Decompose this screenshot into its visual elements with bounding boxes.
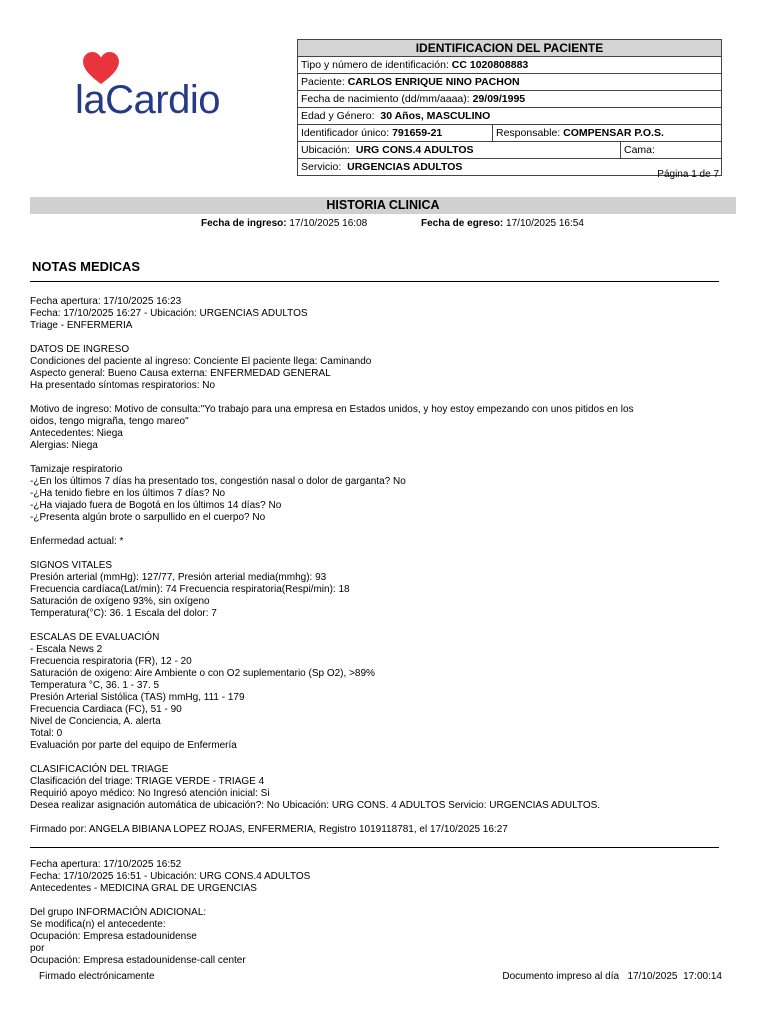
note-line: por xyxy=(30,943,45,954)
note-line: -¿Ha tenido fiebre en los últimos 7 días? No xyxy=(30,488,226,499)
lacardio-logo xyxy=(72,48,262,128)
note-line: Antecedentes - MEDICINA GRAL DE URGENCIAS xyxy=(30,883,257,894)
blank-line xyxy=(30,620,730,632)
logo-wordmark: laCardio xyxy=(75,78,220,122)
bed-cell: Cama: xyxy=(621,142,722,159)
note-line: Antecedentes: Niega xyxy=(30,428,123,439)
note-line: Triage - ENFERMERIA xyxy=(30,320,133,331)
print-timestamp: Documento impreso al día 17/10/2025 17:00:14 xyxy=(502,971,722,982)
note-line: Temperatura(°C): 36. 1 Escala del dolor: 7 xyxy=(30,608,217,619)
note-line: Evaluación por parte del equipo de Enfermería xyxy=(30,740,237,751)
discharge-date: Fecha de egreso: 17/10/2025 16:54 xyxy=(421,218,584,229)
note-line: Frecuencia respiratoria (FR), 12 - 20 xyxy=(30,656,192,667)
note-line: ESCALAS DE EVALUACIÓN xyxy=(30,632,160,643)
note-line: Nivel de Conciencia, A. alerta xyxy=(30,716,161,727)
birth-date: 29/09/1995 xyxy=(472,93,526,105)
blank-line xyxy=(30,524,730,536)
id-number: CC 1020808883 xyxy=(451,59,529,71)
triage-note xyxy=(30,296,730,836)
note-line: Fecha: 17/10/2025 16:27 - Ubicación: URGENCIAS ADULTOS xyxy=(30,308,308,319)
notas-medicas-title: NOTAS MEDICAS xyxy=(32,259,141,274)
note-line: Alergias: Niega xyxy=(30,440,98,451)
blank-line xyxy=(30,895,730,907)
blank-line xyxy=(30,752,730,764)
note-line: -¿Ha viajado fuera de Bogotá en los últimos 14 días? No xyxy=(30,500,282,511)
blank-line xyxy=(30,452,730,464)
note-line: Temperatura °C, 36. 1 - 37. 5 xyxy=(30,680,160,691)
note-line: Ha presentado síntomas respiratorios: No xyxy=(30,380,216,391)
note-line: Clasificación del triage: TRIAGE VERDE - TRIAGE 4 xyxy=(30,776,265,787)
note-line: Presión arterial (mmHg): 127/77, Presión arterial media(mmhg): 93 xyxy=(30,572,327,583)
note-line: Aspecto general: Bueno Causa externa: ENFERMEDAD GENERAL xyxy=(30,368,331,379)
responsible: COMPENSAR P.O.S. xyxy=(563,127,664,139)
blank-line xyxy=(30,812,730,824)
service: URGENCIAS ADULTOS xyxy=(347,161,463,173)
note-line: Motivo de ingreso: Motivo de consulta:"Yo trabajo para una empresa en Estados unidos, y hoy estoy empezando con unos pitidos en los xyxy=(30,404,634,415)
note-line: Tamizaje respiratorio xyxy=(30,464,123,475)
note-line: Firmado por: ANGELA BIBIANA LOPEZ ROJAS, ENFERMERIA, Registro 1019118781, el 17/10/2025 16:27 xyxy=(30,824,508,835)
note-line: Fecha: 17/10/2025 16:51 - Ubicación: URG CONS.4 ADULTOS xyxy=(30,871,311,882)
note-line: Del grupo INFORMACIÓN ADICIONAL: xyxy=(30,907,207,918)
patient-id-header: IDENTIFICACION DEL PACIENTE xyxy=(298,40,722,57)
unique-id-cell: Identificador único: 791659-21 xyxy=(298,125,493,142)
note-line: Presión Arterial Sistólica (TAS) mmHg, 111 - 179 xyxy=(30,692,245,703)
historia-clinica-title: HISTORIA CLINICA xyxy=(30,197,736,214)
responsible-cell: Responsable: COMPENSAR P.O.S. xyxy=(493,125,722,142)
patient-name: CARLOS ENRIQUE NINO PACHON xyxy=(347,76,520,88)
note-line: Desea realizar asignación automática de ubicación?: No Ubicación: URG CONS. 4 ADULTOS Servicio: URGENCIAS ADULTOS. xyxy=(30,800,601,811)
age-gender: 30 Años, MASCULINO xyxy=(380,110,491,122)
admission-date: Fecha de ingreso: 17/10/2025 16:08 xyxy=(201,218,368,229)
note-line: Saturación de oxigeno: Aire Ambiente o con O2 suplementario (Sp O2), >89% xyxy=(30,668,375,679)
service-row: Servicio: URGENCIAS ADULTOS xyxy=(298,159,722,176)
note-line: Fecha apertura: 17/10/2025 16:23 xyxy=(30,296,182,307)
page-number: Página 1 de 7 xyxy=(657,169,719,180)
note-line: Total: 0 xyxy=(30,728,63,739)
age-gender-row: Edad y Género: 30 Años, MASCULINO xyxy=(298,108,722,125)
note-line: Enfermedad actual: * xyxy=(30,536,124,547)
note-line: Requirió apoyo médico: No Ingresó atención inicial: Si xyxy=(30,788,270,799)
birth-date-row: Fecha de nacimiento (dd/mm/aaaa): 29/09/1995 xyxy=(298,91,722,108)
note-line: CLASIFICACIÓN DEL TRIAGE xyxy=(30,764,169,775)
medical-notes xyxy=(30,296,730,967)
note-line: oidos, tengo migraña, tengo mareo" xyxy=(30,416,189,427)
location: URG CONS.4 ADULTOS xyxy=(355,144,474,156)
note-line: DATOS DE INGRESO xyxy=(30,344,130,355)
note-line: -¿Presenta algún brote o sarpullido en el cuerpo? No xyxy=(30,512,266,523)
id-type-row: Tipo y número de identificación: CC 1020808883 xyxy=(298,57,722,74)
patient-identification-table xyxy=(297,39,722,176)
note-line: Frecuencia cardíaca(Lat/min): 74 Frecuencia respiratoria(Respi/min): 18 xyxy=(30,584,350,595)
note-line: - Escala News 2 xyxy=(30,644,103,655)
divider xyxy=(30,281,719,282)
blank-line xyxy=(30,332,730,344)
note-line: Fecha apertura: 17/10/2025 16:52 xyxy=(30,859,182,870)
patient-name-row: Paciente: CARLOS ENRIQUE NINO PACHON xyxy=(298,74,722,91)
blank-line xyxy=(30,392,730,404)
electronic-signature-note: Firmado electrónicamente xyxy=(39,971,155,982)
note-line: Frecuencia Cardiaca (FC), 51 - 90 xyxy=(30,704,182,715)
note-line: Se modifica(n) el antecedente: xyxy=(30,919,166,930)
antecedentes-note xyxy=(30,859,730,967)
note-line: Ocupación: Empresa estadounidense xyxy=(30,931,197,942)
note-line: SIGNOS VITALES xyxy=(30,560,113,571)
note-line: -¿En los últimos 7 días ha presentado tos, congestión nasal o dolor de garganta? No xyxy=(30,476,406,487)
unique-id: 791659-21 xyxy=(392,127,443,139)
note-line: Saturación de oxígeno 93%, sin oxígeno xyxy=(30,596,210,607)
location-cell: Ubicación: URG CONS.4 ADULTOS xyxy=(298,142,621,159)
note-line: Condiciones del paciente al ingreso: Conciente El paciente llega: Caminando xyxy=(30,356,372,367)
blank-line xyxy=(30,548,730,560)
note-line: Ocupación: Empresa estadounidense-call center xyxy=(30,955,246,966)
